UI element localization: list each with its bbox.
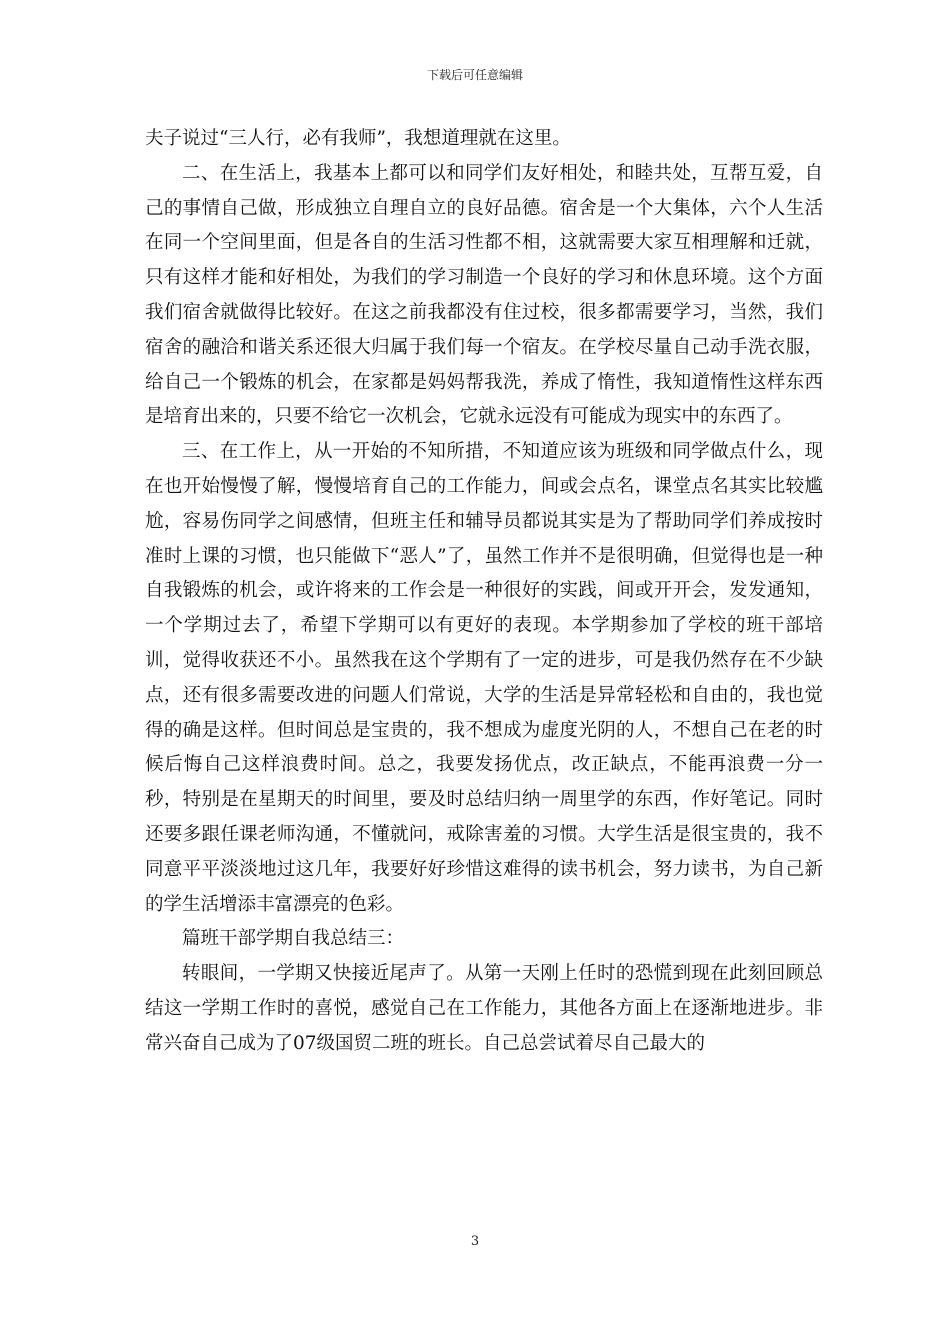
paragraph-work: 三、在工作上，从一开始的不知所措，不知道应该为班级和同学做点什么，现在也开始慢慢了解，慢慢培育自己的工作能力，间或会点名，课堂点名其实比较尴尬，容易伤同学之间感情，但班主任和辅导员都说其实是为了帮助同学们养成按时准时上课的习惯，也只能做下“恶人”了，虽然工作并不是很明确，但觉得也是一种自我锻炼的机会，或许将来的工作会是一种很好的实践，间或开开会，发发通知，一个学期过去了，希望下学期可以有更好的表现。本学期参加了学校的班干部培训，觉得收获还不小。虽然我在这个学期有了一定的进步，可是我仍然存在不少缺点，还有很多需要改进的问题人们常说，大学的生活是异常轻松和自由的，我也觉得的确是这样。但时间总是宝贵的，我不想成为虚度光阴的人，不想自己在老的时候后悔自己这样浪费时间。总之，我要发扬优点，改正缺点，不能再浪费一分一秒，特别是在星期天的时间里，要及时总结归纳一周里学的东西，作好笔记。同时还要多跟任课老师沟通，不懂就问，戒除害羞的习惯。大学生活是很宝贵的，我不同意平平淡淡地过这几年，我要好好珍惜这难得的读书机会，努力读书，为自己新的学生活增添丰富漂亮的色彩。 <box>145 441 823 915</box>
section-heading: 篇班干部学期自我总结三： <box>182 928 405 950</box>
paragraph-continuation: 夫子说过“三人行，必有我师”，我想道理就在这里。 <box>145 128 571 149</box>
paragraph-life: 二、在生活上，我基本上都可以和同学们友好相处，和睦共处，互帮互爱，自己的事情自己做，形成独立自理自立的良好品德。宿舍是一个大集体，六个人生活在同一个空间里面，但是各自的生活习性都不相，这就需要大家互相理解和迁就，只有这样才能和好相处，为我们的学习制造一个良好的学习和休息环境。这个方面我们宿舍就做得比较好。在这之前我都没有住过校，很多都需要学习，当然，我们宿舍的融洽和谐关系还很大归属于我们每一个宿友。在学校尽量自己动手洗衣服，给自己一个锻炼的机会，在家都是妈妈帮我洗，养成了惰性，我知道惰性这样东西是培育出来的，只要不给它一次机会，它就永远没有可能成为现实中的东西了。 <box>145 162 823 428</box>
document-body <box>145 122 823 1062</box>
paragraph-summary-three: 转眼间，一学期又快接近尾声了。从第一天刚上任时的恐慌到现在此刻回顾总结这一学期工作时的喜悦，感觉自己在工作能力，其他各方面上在逐渐地进步。非常兴奋自己成为了07级国贸二班的班长。自己总尝试着尽自己最大的 <box>145 963 823 1054</box>
page-number: 3 <box>470 1234 480 1249</box>
page-header: 下载后可任意编辑 <box>426 68 523 82</box>
